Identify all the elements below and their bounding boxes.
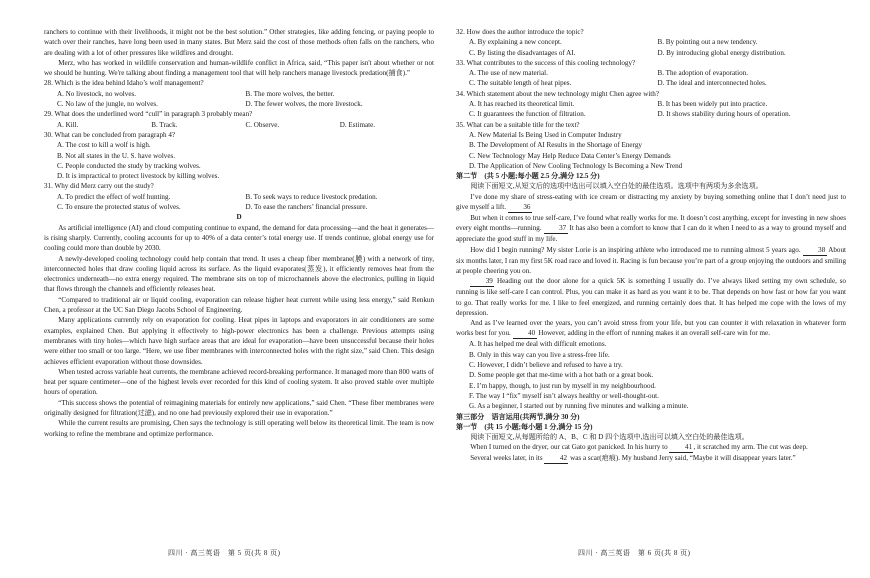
option-a: A. To predict the effect of wolf hunting. bbox=[57, 192, 171, 201]
choice-b: B. Only in this way can you live a stress-free life. bbox=[469, 350, 610, 359]
option-d: D. It is impractical to protect livestock by killing wolves. bbox=[57, 172, 220, 181]
question-stem: 33. What contributes to the success of this cooling technology? bbox=[456, 58, 636, 67]
choice-f: F. The way I “fix” myself isn’t always healthy or well-thought-out. bbox=[469, 391, 659, 400]
option-a: A. Kill. bbox=[57, 120, 79, 129]
option-d: D. The ideal and interconnected holes. bbox=[657, 79, 767, 88]
blank-40[interactable]: 40 bbox=[513, 329, 537, 339]
blank-41[interactable]: 41 bbox=[669, 443, 693, 453]
option-a: A. No livestock, no wolves. bbox=[57, 89, 137, 98]
option-b: B. Track. bbox=[151, 120, 178, 129]
left-column bbox=[44, 27, 434, 439]
question-33 bbox=[456, 58, 846, 89]
option-d: D. Estimate. bbox=[339, 120, 376, 129]
paragraph: When I turned on the dryer, our cat Gato got panicked. In his hurry to 41, it scratched my arm. The cut was deep. bbox=[470, 443, 808, 452]
question-stem: 31. Why did Merz carry out the study? bbox=[44, 182, 154, 191]
option-c: C. No law of the jungle, no wolves. bbox=[57, 100, 158, 109]
question-stem: 30. What can be concluded from paragraph 4? bbox=[44, 130, 176, 139]
section-label-d: D bbox=[236, 213, 242, 222]
page-footer-right: 四川 · 高三英语 第 6 页(共 8 页) bbox=[578, 549, 691, 557]
paragraph: “Compared to traditional air or liquid cooling, evaporation can release higher heat current while using less energy,” said Renkun Chen, a professor at the UC San Diego Jacobs School of Engineering. bbox=[44, 295, 434, 315]
option-a: A. The use of new material. bbox=[469, 69, 548, 78]
paragraph: And as I’ve learned over the years, you can’t avoid stress from your life, but you can counter it with relaxation in whatever form works best for you. 40 However, adding in the effort of running makes it an overall self-care win for me. bbox=[456, 319, 846, 338]
option-b: B. Not all states in the U. S. have wolves. bbox=[57, 151, 176, 160]
cloze-passage bbox=[456, 442, 846, 464]
question-35 bbox=[456, 120, 846, 171]
paragraph: How did I begin running? My sister Lorie is an inspiring athlete who introduced me to running almost 5 years ago. 38 About six months later, I ran my first 5K road race and loved it. Racing is fun because you’re part of a group enjoying the outdoors and smiling at people cheering you on. bbox=[456, 245, 846, 275]
section-1-instructions: 阅读下面短文,从每题所给的 A、B、C 和 D 四个选项中,选出可以填入空白处的最佳选项。 bbox=[470, 433, 749, 442]
passage-d bbox=[44, 223, 434, 439]
question-34 bbox=[456, 89, 846, 120]
paragraph: “This success shows the potential of reimagining materials for entirely new applications,” said Chen. “These fiber membranes were originally designed for filtration(过滤), and no one had previously explored their use in evaporation.” bbox=[44, 398, 434, 417]
question-31 bbox=[44, 181, 434, 212]
option-c: C. People conducted the study by tracking wolves. bbox=[57, 161, 201, 170]
option-b: B. The Development of AI Results in the Shortage of Energy bbox=[469, 141, 642, 150]
page-footer-left: 四川 · 高三英语 第 5 页(共 8 页) bbox=[168, 549, 281, 557]
part-3-heading: 第三部分 语言运用(共两节,满分 30 分) bbox=[456, 412, 580, 421]
option-d: D. By introducing global energy distribution. bbox=[657, 48, 786, 57]
option-d: D. The Application of New Cooling Technology Is Becoming a New Trend bbox=[469, 161, 683, 170]
question-30 bbox=[44, 130, 434, 181]
option-a: A. By explaining a new concept. bbox=[469, 38, 562, 47]
section-1-heading: 第一节 (共 15 小题;每小题 1 分,满分 15 分) bbox=[456, 422, 593, 431]
paragraph: I’ve done my share of stress-eating with ice cream or distracting my anxiety by buying something online that I don’t need just to give myself a lift. 36 bbox=[456, 192, 846, 212]
option-d: D. To ease the ranchers’ financial pressure. bbox=[245, 203, 368, 212]
paragraph: A newly-developed cooling technology could help contain that trend. It uses a cheap fiber membrane(膜) with a network of tiny, interconnected holes that draw cooling liquid across its surface. As the liquid evaporates(蒸发), it efficiently removes heat from the electronics underneath—no extra energy required. The membrane sits on top of microchannels above the electronics, pulling in liquid that flows through the channels and efficiently releases heat. bbox=[44, 254, 434, 294]
question-stem: 34. Which statement about the new technology might Chen agree with? bbox=[456, 89, 659, 98]
passage-seven-choose-five bbox=[456, 192, 846, 340]
section-2-instructions: 阅读下面短文,从短文后的选项中选出可以填入空白处的最佳选项。选项中有两项为多余选项。 bbox=[470, 182, 763, 191]
option-c: C. New Technology May Help Reduce Data Center’s Energy Demands bbox=[469, 151, 671, 160]
choice-c: C. However, I didn’t believe and refused to have a try. bbox=[469, 361, 623, 370]
paragraph: 39 Heading out the door alone for a quick 5K is something I usually do. I’ve always liked setting my own schedule, so running is like self-care I can control. Plus, you can make it as hard as you want it to be. That depends on how fast or how far you want to go. That really works for me. I like to feel energized, and running certainly does that. It has helped me cope with the lows of my depression. bbox=[456, 277, 846, 317]
question-32 bbox=[456, 27, 846, 58]
option-c: C. To ensure the protected status of wolves. bbox=[57, 203, 181, 212]
choice-e: E. I’m happy, though, to just run by myself in my neighbourhood. bbox=[469, 381, 656, 390]
blank-42[interactable]: 42 bbox=[544, 454, 568, 464]
blank-39[interactable]: 39 bbox=[470, 277, 494, 287]
question-29 bbox=[44, 109, 434, 130]
passage-c-ending bbox=[44, 27, 434, 78]
question-stem: 32. How does the author introduce the topic? bbox=[456, 28, 584, 36]
choice-list bbox=[456, 339, 846, 411]
option-c: C. By listing the disadvantages of AI. bbox=[469, 48, 576, 57]
choice-d: D. Some people get that me-time with a hot bath or a great book. bbox=[469, 371, 654, 380]
option-c: C. The suitable length of heat pipes. bbox=[469, 79, 572, 88]
blank-36[interactable]: 36 bbox=[508, 203, 532, 213]
paragraph: As artificial intelligence (AI) and cloud computing continue to expand, the demand for data processing—and the heat it generates—is rising sharply. Currently, cooling accounts for up to 40% of a data center’s total energy use. If trends continue, global energy use for cooling could more than double by 2030. bbox=[44, 223, 434, 253]
option-d: D. It shows stability during hours of operation. bbox=[657, 110, 791, 119]
question-28 bbox=[44, 78, 434, 109]
option-c: C. It guarantees the function of filtration. bbox=[469, 110, 586, 119]
paragraph: ranchers to continue with their livelihoods, it might not be the best solution.” Other strategies, like adding fencing, or paying people to watch over their ranches, have long been used in many states. But Merz said the cost of those methods often falls on the ranchers, who are dealing with a lot of other pressures like wildfires and drought. bbox=[44, 28, 434, 57]
option-d: D. The fewer wolves, the more livestock. bbox=[245, 100, 363, 109]
option-a: A. It has reached its theoretical limit. bbox=[469, 100, 575, 109]
paragraph: But when it comes to true self-care, I’ve found what really works for me. It doesn’t cost anything, except for investing in new shoes every eight months—running. 37 It has also been a comfort to know that I can do it when I need to as a way to ground myself and appreciate the good stuff in my life. bbox=[456, 214, 846, 244]
paragraph: While the current results are promising, Chen says the technology is still operating well below its theoretical limit. The team is now working to refine the membrane and optimize performance. bbox=[44, 419, 434, 438]
paragraph: Merz, who has worked in wildlife conservation and human-wildlife conflict in Africa, said, “This paper isn't about whether or not we should be hunting. We're talking about finding a management tool that will help ranchers manage livestock predation(捕食).” bbox=[44, 58, 434, 78]
option-b: B. It has been widely put into practice. bbox=[657, 100, 768, 109]
section-2-heading: 第二节 (共 5 小题;每小题 2.5 分,满分 12.5 分) bbox=[456, 172, 600, 181]
question-stem: 35. What can be a suitable title for the text? bbox=[456, 120, 580, 129]
option-b: B. The more wolves, the better. bbox=[245, 89, 335, 98]
paragraph: Several weeks later, in its 42 was a scar(疤痕). My husband Jerry said, “Maybe it will disappear years later.” bbox=[470, 454, 796, 463]
blank-38[interactable]: 38 bbox=[803, 246, 827, 256]
option-b: B. To seek ways to reduce livestock predation. bbox=[245, 192, 378, 201]
option-b: B. The adoption of evaporation. bbox=[657, 69, 748, 78]
option-b: B. By pointing out a new tendency. bbox=[657, 38, 758, 47]
paragraph: Many applications currently rely on evaporation for cooling. Heat pipes in laptops and evaporators in air conditioners are some examples, explained Chen. But applying it effectively to high-power electronics has been a challenge. Previous attempts using membranes with tiny holes—which have high surface areas that are ideal for evaporation—have been unsuccessful because their holes were either too small or too large. “Here, we use fiber membranes with interconnected holes with the right size,” said Chen. This design achieves efficient evaporation without those downsides. bbox=[44, 316, 434, 366]
paragraph: When tested across variable heat currents, the membrane achieved record-breaking performance. It managed more than 800 watts of heat per square centimeter—one of the highest levels ever recorded for this kind of cooling system. It also proved stable over multiple hours of operation. bbox=[44, 367, 434, 397]
blank-37[interactable]: 37 bbox=[544, 224, 568, 234]
choice-a: A. It has helped me deal with difficult emotions. bbox=[469, 340, 607, 349]
right-column bbox=[456, 27, 846, 464]
option-a: A. The cost to kill a wolf is high. bbox=[57, 141, 151, 150]
option-a: A. New Material Is Being Used in Computer Industry bbox=[469, 130, 622, 139]
choice-g: G. As a beginner, I started out by running five minutes and walking a minute. bbox=[469, 402, 689, 411]
question-stem: 28. Which is the idea behind Idaho’s wolf management? bbox=[44, 79, 204, 88]
option-c: C. Observe. bbox=[245, 120, 280, 129]
question-stem: 29. What does the underlined word “cull” in paragraph 3 probably mean? bbox=[44, 110, 253, 119]
